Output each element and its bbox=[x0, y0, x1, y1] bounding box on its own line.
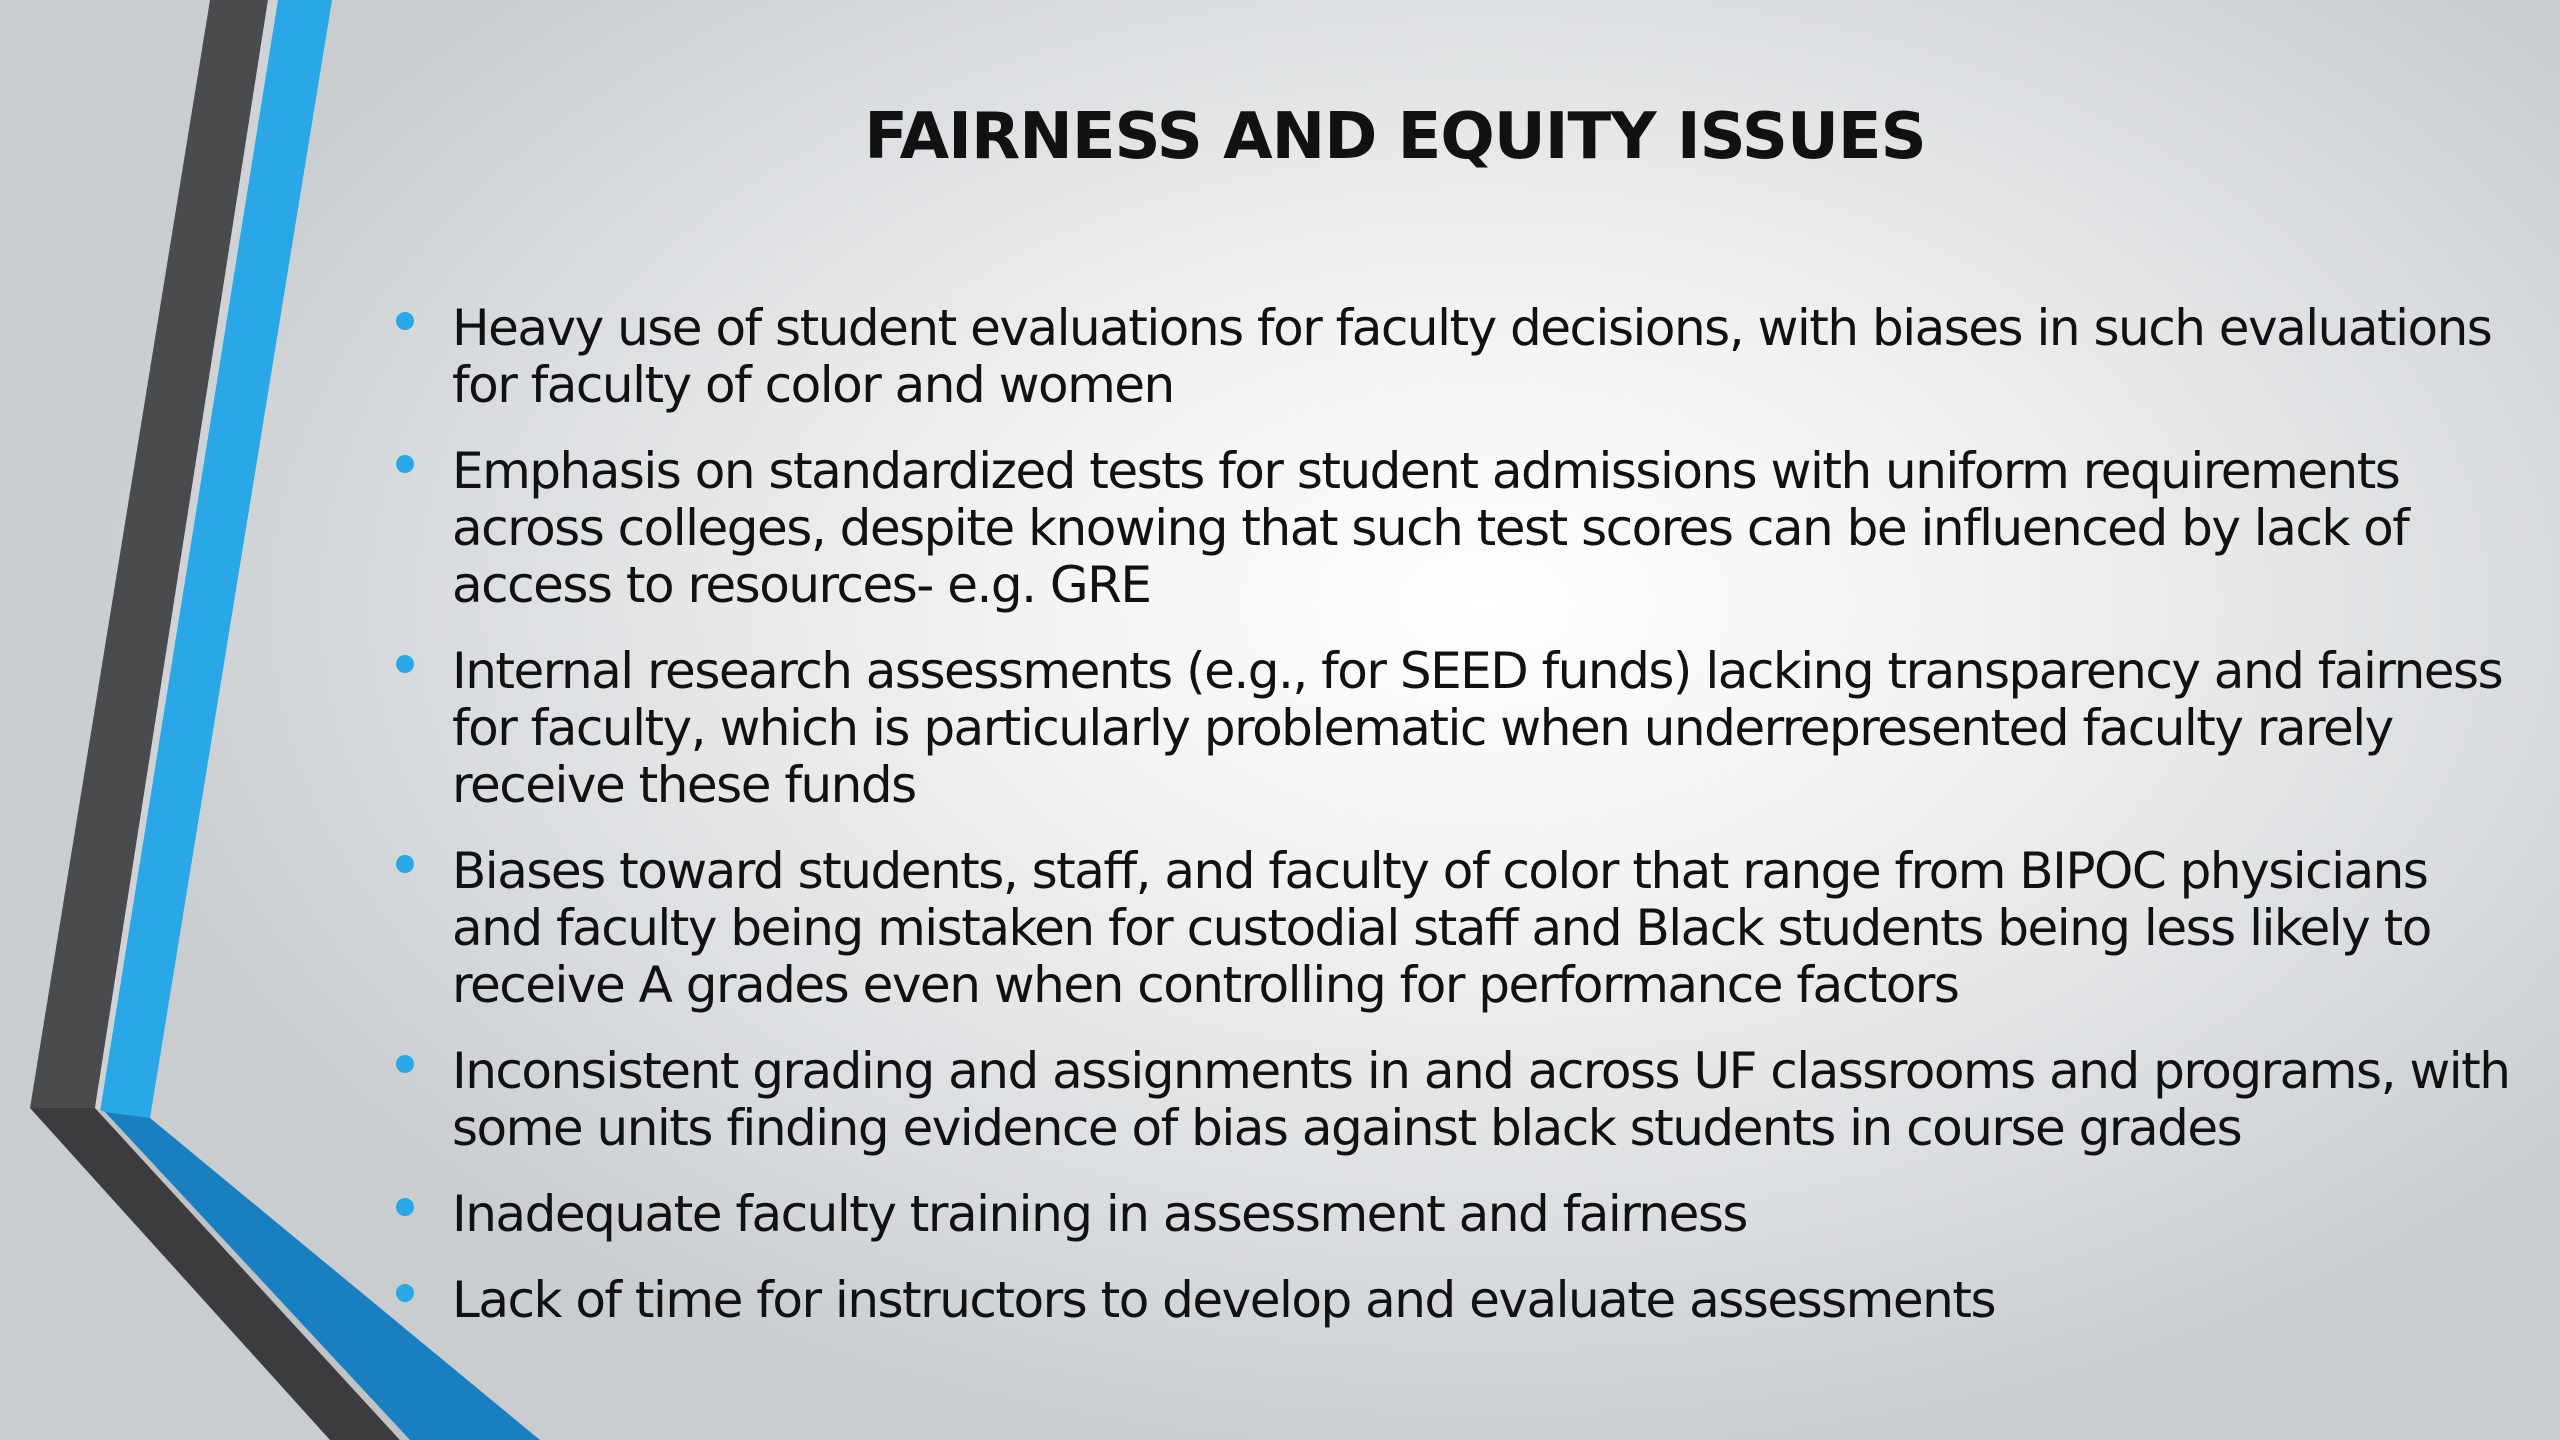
bullet-item bbox=[390, 1186, 2520, 1243]
bullet-list bbox=[390, 300, 2520, 1358]
bullet-text: Inconsistent grading and assignments in and across UF classrooms and programs, with some units finding evidence of bias against black students in course grades bbox=[452, 1042, 2510, 1157]
bullet-dot-icon bbox=[396, 1198, 414, 1216]
bullet-item bbox=[390, 843, 2520, 1014]
bullet-text: Inadequate faculty training in assessment and fairness bbox=[452, 1185, 1747, 1243]
bullet-dot-icon bbox=[396, 855, 414, 873]
lower-highlight-stripe bbox=[95, 1108, 410, 1440]
bullet-item bbox=[390, 443, 2520, 614]
bullet-item bbox=[390, 300, 2520, 414]
bullet-text: Emphasis on standardized tests for student admissions with uniform requirements across colleges, despite knowing that such test scores can be influenced by lack of access to resources- e.g. GRE bbox=[452, 442, 2409, 614]
lower-dark-stripe bbox=[30, 1108, 400, 1440]
bullet-dot-icon bbox=[396, 655, 414, 673]
bullet-dot-icon bbox=[396, 1284, 414, 1302]
bullet-dot-icon bbox=[396, 312, 414, 330]
bullet-text: Heavy use of student evaluations for faculty decisions, with biases in such evaluations for faculty of color and women bbox=[452, 299, 2492, 414]
bullet-text: Lack of time for instructors to develop and evaluate assessments bbox=[452, 1271, 1995, 1329]
bullet-dot-icon bbox=[396, 1055, 414, 1073]
slide-title: FAIRNESS AND EQUITY ISSUES bbox=[864, 100, 1926, 174]
bullet-text: Biases toward students, staff, and faculty of color that range from BIPOC physicians and faculty being mistaken for custodial staff and Black students being less likely to receive A grades even when controlling for performance factors bbox=[452, 842, 2431, 1014]
bullet-item bbox=[390, 1272, 2520, 1329]
bullet-item bbox=[390, 643, 2520, 814]
bullet-dot-icon bbox=[396, 455, 414, 473]
bullet-item bbox=[390, 1043, 2520, 1157]
bullet-text: Internal research assessments (e.g., for SEED funds) lacking transparency and fairness for faculty, which is particularly problematic when underrepresented faculty rarely receive these funds bbox=[452, 642, 2503, 814]
